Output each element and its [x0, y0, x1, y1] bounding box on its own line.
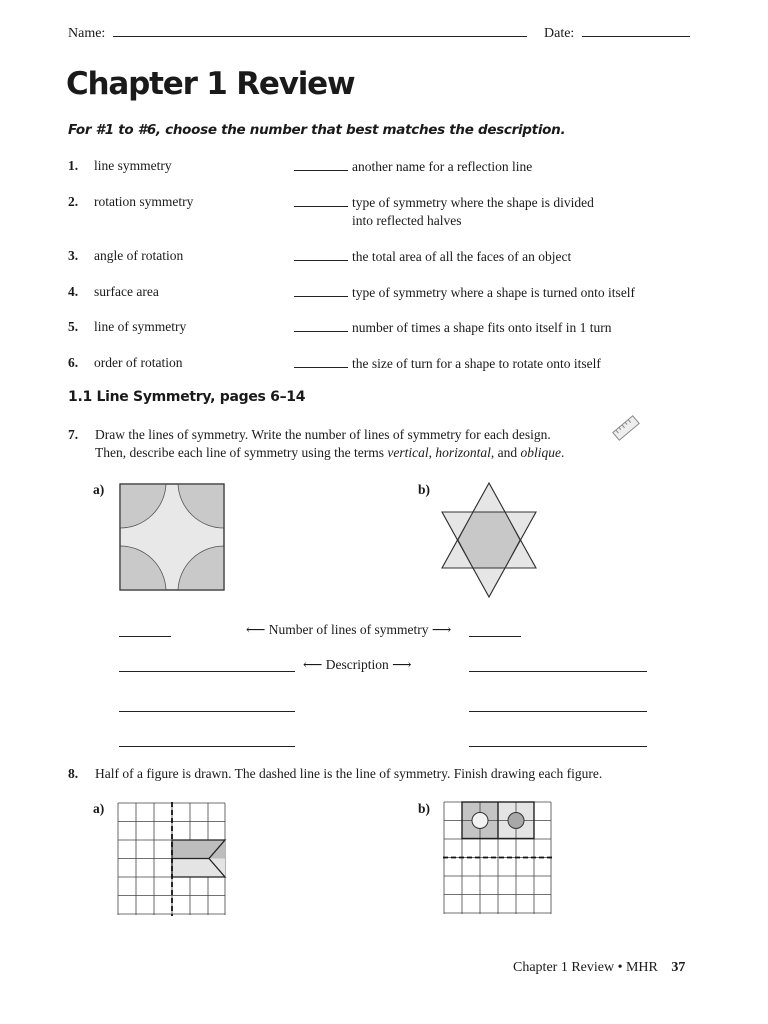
question-8: [68, 765, 708, 783]
matching-row-2: [68, 194, 708, 234]
term: order of rotation: [94, 355, 183, 370]
description: another name for a reflection line: [352, 159, 533, 174]
question-number: 3.: [68, 248, 79, 263]
matching-row-6: [68, 355, 708, 391]
description-continued: into reflected halves: [352, 213, 462, 228]
name-label: Name:: [68, 26, 106, 41]
question-8-text: Half of a figure is drawn. The dashed line is the line of symmetry. Finish drawing each figure.: [95, 766, 603, 781]
line-2-text: Then, describe each line of symmetry using the terms: [95, 445, 388, 460]
part-b-label: b): [418, 801, 431, 816]
page-title: Chapter 1 Review: [66, 66, 355, 102]
answer-blank[interactable]: [294, 158, 348, 171]
description: number of times a shape fits onto itself in 1 turn: [352, 320, 612, 335]
matching-row-1: [68, 158, 708, 194]
grid-figure-b[interactable]: [443, 801, 553, 915]
term-oblique: oblique: [520, 445, 562, 460]
description: the size of turn for a shape to rotate onto itself: [352, 356, 601, 371]
question-number: 2.: [68, 194, 79, 209]
period: .: [561, 445, 565, 460]
term: line symmetry: [94, 158, 172, 173]
section-heading: 1.1 Line Symmetry, pages 6–14: [68, 389, 306, 405]
star-design-figure[interactable]: [440, 481, 540, 599]
answer-blank[interactable]: [294, 194, 348, 207]
answer-blank[interactable]: [294, 355, 348, 368]
separator: ,: [428, 445, 436, 460]
answer-blank[interactable]: [294, 248, 348, 261]
date-label: Date:: [544, 26, 575, 41]
description-blank-a[interactable]: [119, 699, 295, 712]
date-field: [544, 24, 690, 42]
description: the total area of all the faces of an object: [352, 249, 572, 264]
question-number: 7.: [68, 427, 79, 442]
description-blank-b[interactable]: [469, 699, 647, 712]
term: rotation symmetry: [94, 194, 194, 209]
question-number: 6.: [68, 355, 79, 370]
header: [68, 24, 527, 42]
square-design-figure[interactable]: [119, 483, 225, 591]
question-7-line-1: Draw the lines of symmetry. Write the number of lines of symmetry for each design.: [95, 427, 551, 442]
description: type of symmetry where the shape is divided: [352, 195, 594, 210]
description-blank-b[interactable]: [469, 659, 647, 672]
date-blank[interactable]: [582, 24, 690, 37]
question-number: 5.: [68, 319, 79, 334]
term: surface area: [94, 284, 159, 299]
term-vertical: vertical: [387, 445, 429, 460]
instructions: For #1 to #6, choose the number that best matches the description.: [68, 122, 566, 138]
matching-row-4: [68, 284, 708, 320]
description-blank-b[interactable]: [469, 734, 647, 747]
question-7-line-2: [95, 444, 564, 462]
question-number: 4.: [68, 284, 79, 299]
footer-text: Chapter 1 Review • MHR: [513, 960, 658, 975]
question-number: 8.: [68, 766, 79, 781]
count-blank-a[interactable]: [119, 624, 171, 637]
matching-row-3: [68, 248, 708, 284]
name-blank[interactable]: [113, 24, 527, 37]
answer-blank[interactable]: [294, 319, 348, 332]
term-horizontal: horizontal: [435, 445, 491, 460]
footer: [513, 960, 685, 976]
answer-blank[interactable]: [294, 284, 348, 297]
separator: , and: [490, 445, 521, 460]
count-blank-b[interactable]: [469, 624, 521, 637]
part-a-label: a): [93, 801, 105, 816]
description-blank-a[interactable]: [119, 659, 295, 672]
question-number: 1.: [68, 158, 79, 173]
count-label: ⟵ Number of lines of symmetry ⟶: [246, 622, 452, 637]
description-blank-a[interactable]: [119, 734, 295, 747]
term: angle of rotation: [94, 248, 184, 263]
part-b-label: b): [418, 482, 431, 497]
ruler-icon: [610, 412, 642, 444]
grid-figure-a[interactable]: [117, 802, 227, 916]
description: type of symmetry where a shape is turned onto itself: [352, 285, 636, 300]
description-label: ⟵ Description ⟶: [303, 657, 412, 672]
term: line of symmetry: [94, 319, 187, 334]
matching-row-5: [68, 319, 708, 355]
part-a-label: a): [93, 482, 105, 497]
page-number: 37: [671, 960, 686, 975]
